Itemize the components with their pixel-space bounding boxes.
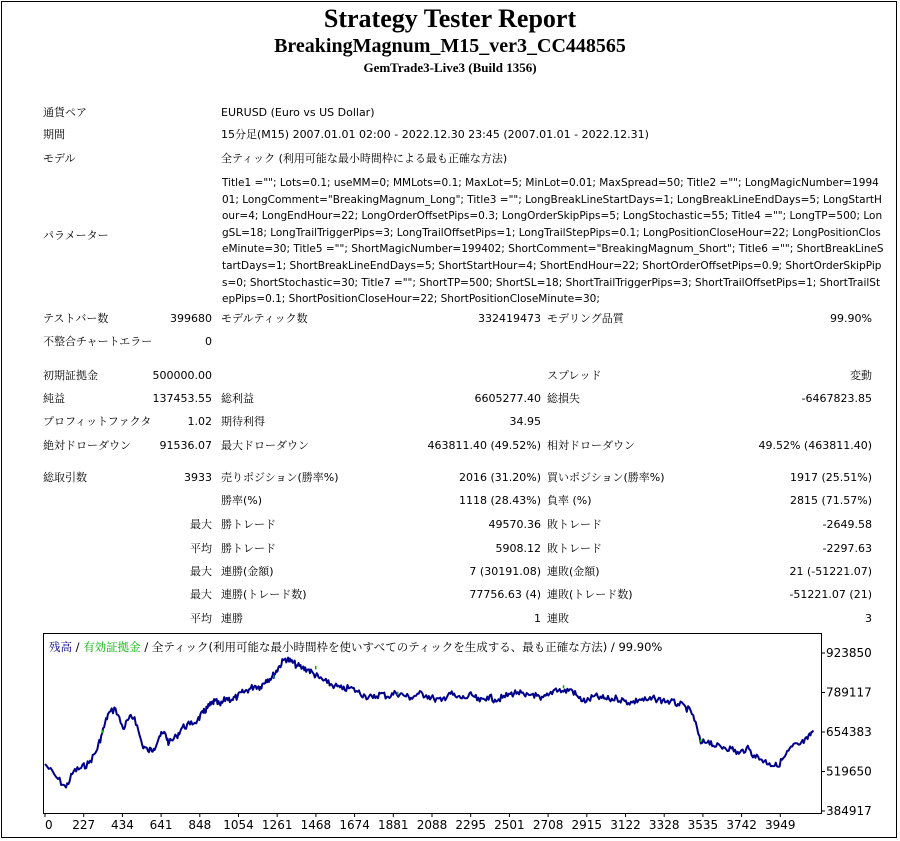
max-consecutive-losses-value: 21 (-51221.07) — [789, 565, 872, 578]
legend-balance: 残高 — [49, 640, 72, 654]
errors-label: 不整合チャートエラー — [43, 335, 153, 348]
x-tick-label: 1054 — [223, 818, 254, 832]
x-tick-label: 227 — [72, 818, 96, 832]
y-tick-label: 923850 — [826, 646, 872, 660]
symbol-value: EURUSD (Euro vs US Dollar) — [221, 106, 375, 119]
gross-profit-label: 総利益 — [221, 392, 254, 405]
quality-value: 99.90% — [830, 312, 872, 325]
average-consecutive-losses-value: 3 — [865, 612, 872, 625]
x-tick-label: 2501 — [494, 818, 525, 832]
x-tick-label: 3122 — [610, 818, 641, 832]
max-consecutive-losses-label: 連敗(金額) — [547, 565, 600, 578]
average-loss-value: -2297.63 — [822, 542, 872, 555]
largest-loss-value: -2649.58 — [822, 518, 872, 531]
x-tick-label: 2295 — [455, 818, 486, 832]
model-value: 全ティック (利用可能な最小時間枠による最も正確な方法) — [221, 152, 508, 165]
x-tick-label: 1674 — [339, 818, 370, 832]
max-consecutive-profit-label: 連勝(トレード数) — [221, 588, 307, 601]
absolute-drawdown-label: 絶対ドローダウン — [43, 439, 131, 452]
x-tick-label: 3949 — [765, 818, 796, 832]
expected-payoff-value: 34.95 — [509, 415, 541, 428]
bars-value: 399680 — [170, 312, 212, 325]
period-label: 期間 — [43, 128, 65, 141]
x-tick-label: 3742 — [726, 818, 757, 832]
parameters-label: パラメーター — [43, 229, 109, 242]
y-tick-label: 654383 — [826, 725, 872, 739]
max-drawdown-value: 463811.40 (49.52%) — [427, 439, 541, 452]
legend-description: / 全ティック(利用可能な最小時間枠を使いすべてのティックを生成する、最も正確な方法) / 99.90% — [144, 640, 663, 654]
average-row-label: 平均 — [190, 542, 212, 555]
net-profit-label: 純益 — [43, 392, 65, 405]
average-consecutive-wins-label: 連勝 — [221, 612, 243, 625]
y-tick-label: 384917 — [826, 804, 872, 818]
errors-value: 0 — [205, 335, 212, 348]
average-consecutive-wins-value: 1 — [534, 612, 541, 625]
relative-drawdown-label: 相対ドローダウン — [547, 439, 635, 452]
ticks-value: 332419473 — [478, 312, 541, 325]
ticks-label: モデルティック数 — [221, 312, 308, 325]
largest-win-label: 勝トレード — [221, 518, 276, 531]
gross-profit-value: 6605277.40 — [474, 392, 541, 405]
x-tick-label: 2088 — [416, 818, 448, 832]
max-consecutive-count-row-label: 最大 — [190, 588, 212, 601]
profit-factor-value: 1.02 — [187, 415, 212, 428]
plot-area — [44, 634, 822, 814]
win-rate-value: 1118 (28.43%) — [458, 494, 541, 507]
relative-drawdown-value: 49.52% (463811.40) — [758, 439, 872, 452]
model-label: モデル — [43, 152, 76, 165]
x-tick-label: 434 — [110, 818, 134, 832]
chart-legend — [49, 639, 662, 655]
symbol-label: 通貨ペア — [43, 106, 87, 119]
max-consecutive-profit-value: 77756.63 (4) — [469, 588, 541, 601]
total-trades-label: 総取引数 — [43, 471, 87, 484]
quality-label: モデリング品質 — [547, 312, 624, 325]
x-tick-label: 641 — [149, 818, 173, 832]
total-trades-value: 3933 — [184, 471, 212, 484]
gross-loss-value: -6467823.85 — [801, 392, 872, 405]
server-name: GemTrade3-Live3 (Build 1356) — [363, 60, 537, 75]
loss-rate-label: 負率 (%) — [547, 494, 592, 507]
x-tick-label: 2915 — [571, 818, 603, 832]
max-consecutive-loss-count-label: 連敗(トレード数) — [547, 588, 633, 601]
deposit-label: 初期証拠金 — [43, 369, 98, 382]
max-drawdown-label: 最大ドローダウン — [221, 439, 309, 452]
deposit-value: 500000.00 — [152, 369, 212, 382]
y-tick-label: 789117 — [826, 685, 872, 700]
long-positions-value: 1917 (25.51%) — [789, 471, 872, 484]
spread-label: スプレッド — [547, 369, 602, 382]
net-profit-value: 137453.55 — [152, 392, 212, 405]
average-win-label: 勝トレード — [221, 542, 276, 555]
x-tick-label: 3535 — [687, 818, 719, 832]
absolute-drawdown-value: 91536.07 — [159, 439, 212, 452]
x-axis-ticks — [45, 813, 796, 832]
expert-name: BreakingMagnum_M15_ver3_CC448565 — [274, 35, 626, 57]
short-positions-value: 2016 (31.20%) — [458, 471, 541, 484]
average-loss-label: 敗トレード — [547, 542, 602, 555]
y-axis-ticks — [821, 646, 872, 818]
legend-equity: 有効証拠金 — [83, 640, 141, 654]
average-win-value: 5908.12 — [495, 542, 541, 555]
gross-loss-label: 総損失 — [547, 392, 580, 405]
bars-label: テストバー数 — [43, 312, 109, 325]
max-consecutive-wins-label: 連勝(金額) — [221, 565, 274, 578]
loss-rate-value: 2815 (71.57%) — [789, 494, 872, 507]
profit-factor-label: プロフィットファクタ — [43, 415, 152, 428]
average-consecutive-losses-label: 連敗 — [547, 612, 569, 625]
x-tick-label: 1881 — [378, 818, 409, 832]
max-consecutive-wins-value: 7 (30191.08) — [469, 565, 541, 578]
average-consecutive-row-label: 平均 — [190, 612, 212, 625]
legend-separator: / — [75, 640, 80, 654]
max-consecutive-loss-count-value: -51221.07 (21) — [789, 588, 872, 601]
largest-loss-label: 敗トレード — [547, 518, 602, 531]
report-title: Strategy Tester Report — [323, 4, 577, 33]
long-positions-label: 買いポジション(勝率%) — [547, 471, 665, 484]
max-consecutive-row-label: 最大 — [190, 565, 212, 578]
spread-value: 変動 — [850, 369, 872, 382]
win-rate-label: 勝率(%) — [221, 494, 263, 507]
x-tick-label: 1261 — [261, 818, 293, 832]
largest-row-label: 最大 — [190, 518, 212, 531]
expected-payoff-label: 期待利得 — [221, 415, 265, 428]
x-tick-label: 848 — [188, 818, 212, 832]
balance-chart — [43, 633, 885, 833]
short-positions-label: 売りポジション(勝率%) — [221, 471, 339, 484]
parameters-value: Title1 =""; Lots=0.1; useMM=0; MMLots=0.1; MaxLot=5; MinLot=0.01; MaxSpread=50; Title2 =""; LongMagicNumber=199401; LongComment="BreakingMagnum_Long"; Title3 =""; LongBreakLineStartDays=1; LongBreakLineEndDays=5; LongStartHour=4; LongEndHour=22; LongOrderOffsetPips=0.3; LongOrderSkipPips=5; LongStochastic=55; Title4 =""; LongTP=500; LongSL=18; LongTrailTriggerPips=3; LongTrailOffsetPips=1; LongTrailStepPips=0.1; LongPositionCloseHour=22; LongPositionCloseMinute=30; Title5 =""; ShortMagicNumber=199402; ShortComment="BreakingMagnum_Short"; Title6 =""; ShortBreakLineStartDays=1; ShortBreakLineEndDays=5; ShortStartHour=4; ShortEndHour=22; ShortOrderOffsetPips=0.9; ShortOrderSkipPips=0; ShortStochastic=30; Title7 =""; ShortTP=500; ShortSL=18; ShortTrailTriggerPips=3; ShortTrailOffsetPips=1; ShortTrailStepPips=0.1; ShortPositionCloseHour=22; ShortPositionCloseMinute=30; — [222, 177, 884, 306]
x-tick-label: 2708 — [532, 818, 564, 832]
x-tick-label: 3328 — [648, 818, 680, 832]
x-tick-label: 0 — [45, 818, 53, 832]
period-value: 15分足(M15) 2007.01.01 02:00 - 2022.12.30 23:45 (2007.01.01 - 2022.12.31) — [221, 128, 649, 141]
y-tick-label: 519650 — [826, 764, 872, 779]
largest-win-value: 49570.36 — [488, 518, 541, 531]
x-tick-label: 1468 — [300, 818, 332, 832]
